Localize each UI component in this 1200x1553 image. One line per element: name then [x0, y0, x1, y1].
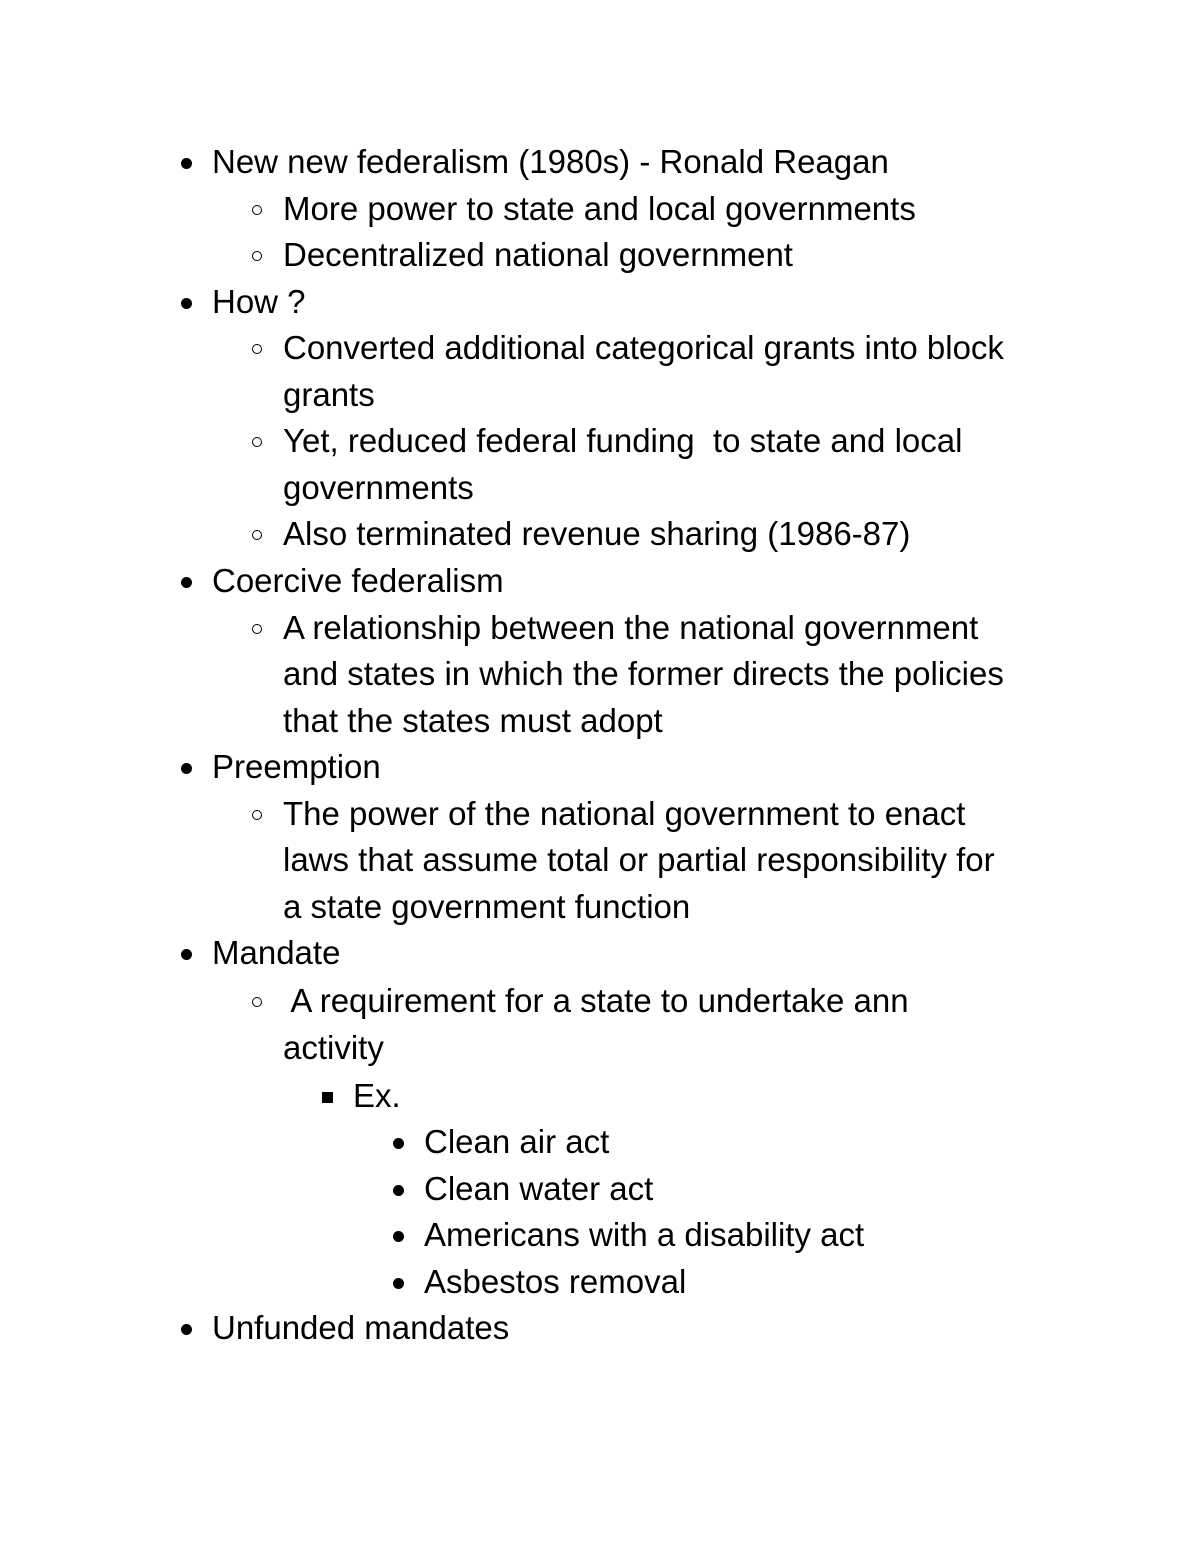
example-text: Americans with a disability act [424, 1216, 865, 1253]
example-text: Clean water act [424, 1170, 654, 1207]
bullet-disc-icon [393, 1231, 404, 1242]
sub-item-text-continued: governments [283, 469, 474, 506]
bullet-circle-icon [252, 344, 262, 354]
bullet-disc-icon [393, 1278, 404, 1289]
bullet-disc-icon [181, 298, 192, 309]
ex-label: Ex. [353, 1077, 401, 1114]
sub-item-text-continued: activity [283, 1029, 384, 1066]
bullet-text: How ? [212, 283, 306, 320]
sub-item-text: A requirement for a state to undertake ann [283, 982, 909, 1019]
bullet-text: Preemption [212, 748, 381, 785]
bullet-circle-icon [252, 437, 262, 447]
example-text: Asbestos removal [424, 1263, 687, 1300]
bullet-disc-icon [393, 1185, 404, 1196]
bullet-circle-icon [252, 810, 262, 820]
bullet-disc-icon [181, 577, 192, 588]
bullet-disc-icon [181, 1324, 192, 1335]
bullet-disc-icon [181, 763, 192, 774]
sub-item-text-continued: a state government function [283, 888, 691, 925]
bullet-text: New new federalism (1980s) - Ronald Reagan [212, 143, 889, 180]
bullet-text: Mandate [212, 934, 341, 971]
bullet-circle-icon [252, 251, 262, 261]
example-text: Clean air act [424, 1123, 610, 1160]
sub-item-text: The power of the national government to enact [283, 795, 966, 832]
bullet-circle-icon [252, 624, 262, 634]
bullet-circle-icon [252, 530, 262, 540]
sub-item-text: More power to state and local governments [283, 190, 916, 227]
sub-item-text: Also terminated revenue sharing (1986-87) [283, 515, 911, 552]
bullet-disc-icon [393, 1138, 404, 1149]
bullet-text: Coercive federalism [212, 562, 504, 599]
bullet-circle-icon [252, 205, 262, 215]
sub-item-text-continued: grants [283, 376, 375, 413]
sub-item-text: A relationship between the national government [283, 609, 979, 646]
sub-item-text: Converted additional categorical grants into block [283, 329, 1004, 366]
sub-item-text: Yet, reduced federal funding to state and local [283, 422, 963, 459]
sub-item-text-continued: laws that assume total or partial responsibility for [283, 841, 995, 878]
sub-item-text: Decentralized national government [283, 236, 793, 273]
bullet-text: Unfunded mandates [212, 1309, 510, 1346]
bullet-circle-icon [252, 997, 262, 1007]
bullet-disc-icon [181, 158, 192, 169]
sub-item-text-continued: that the states must adopt [283, 702, 663, 739]
bullet-square-icon [322, 1092, 333, 1103]
sub-item-text-continued: and states in which the former directs the policies [283, 655, 1004, 692]
bullet-disc-icon [181, 949, 192, 960]
